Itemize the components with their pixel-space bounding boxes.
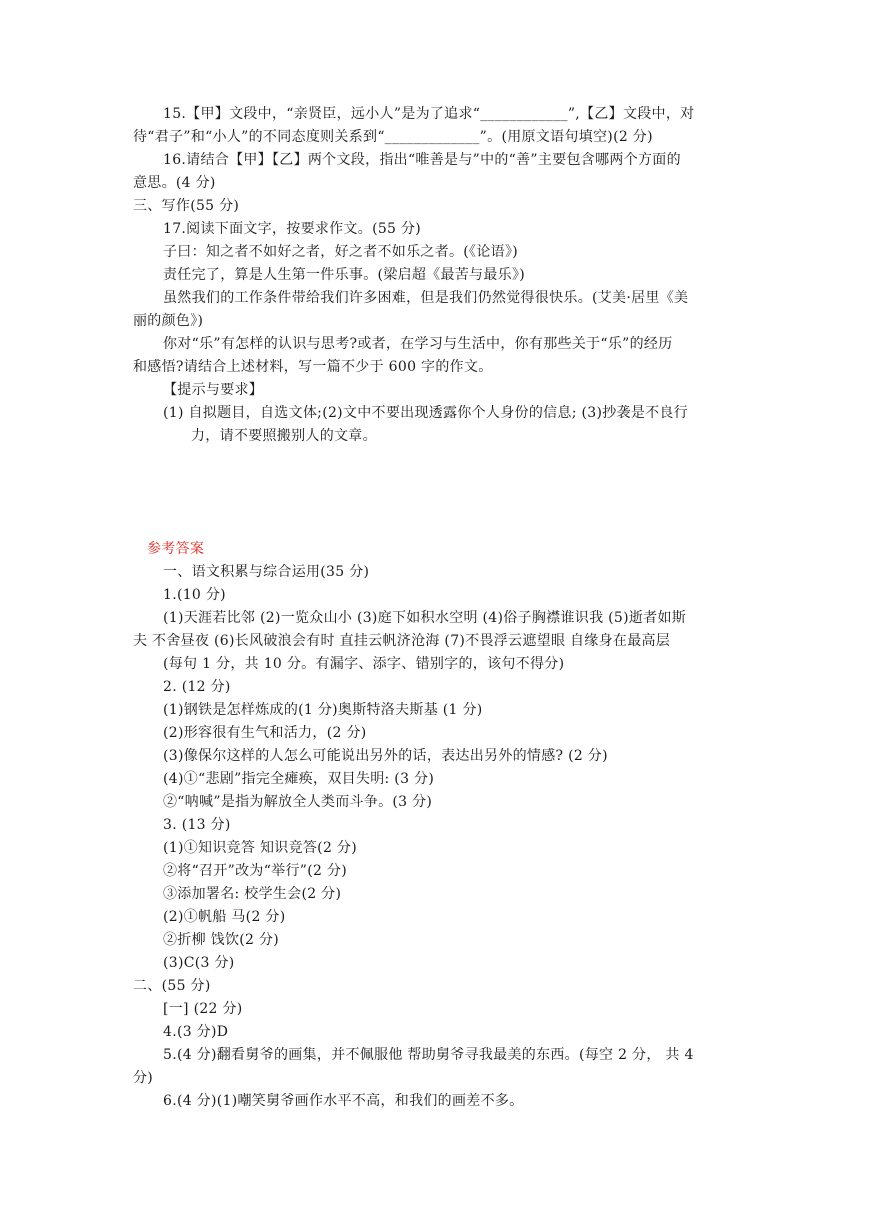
q15-line1: 15.【甲】文段中，“亲贤臣，远小人”是为了追求“____________”,【乙】文段中，对 <box>163 106 695 122</box>
answers-section1-heading: 一、语文积累与综合运用(35 分) <box>163 564 370 580</box>
section3-heading: 三、写作(55 分) <box>133 198 240 214</box>
tips-line1: (1) 自拟题目，自选文体;(2)文中不要出现透露你个人身份的信息; (3)抄袭是不良行 <box>163 405 689 421</box>
answer2-line2: (2)形容很有生气和活力，(2 分) <box>163 725 367 741</box>
quote-analects: 子曰：知之者不如好之者，好之者不如乐之者。(《论语》) <box>163 244 519 260</box>
answer1-line1: (1)天涯若比邻 (2)一览众山小 (3)庭下如积水空明 (4)俗子胸襟谁识我 (5)逝者如斯 <box>163 610 687 626</box>
quote-curie-line2: 丽的颜色》) <box>133 313 204 329</box>
q16-line1: 16.请结合【甲】【乙】两个文段，指出“唯善是与”中的“善”主要包含哪两个方面的 <box>163 152 681 168</box>
answer1-line2: 夫 不舍昼夜 (6)长风破浪会有时 直挂云帆济沧海 (7)不畏浮云遮望眼 自缘身在最高层 <box>133 633 671 649</box>
quote-curie-line1: 虽然我们的工作条件带给我们许多困难，但是我们仍然觉得很快乐。(艾美·居里《美 <box>163 290 689 306</box>
answer3-line5: ②折柳 饯饮(2 分) <box>163 932 280 948</box>
quote-liang-qichao: 责任完了，算是人生第一件乐事。(梁启超《最苦与最乐》) <box>163 267 526 283</box>
answer2-line5: ②“呐喊”是指为解放全人类而斗争。(3 分) <box>163 794 433 810</box>
answer2-head: 2. (12 分) <box>163 679 231 695</box>
answer1-head: 1.(10 分) <box>163 587 226 603</box>
answer6: 6.(4 分)(1)嘲笑舅爷画作水平不高，和我们的画差不多。 <box>163 1093 524 1109</box>
answers-subsection1: [一] (22 分) <box>163 1001 243 1017</box>
answer1-line3: (每句 1 分，共 10 分。有漏字、添字、错别字的，该句不得分) <box>163 656 565 672</box>
answers-section2-heading: 二、(55 分) <box>133 978 211 994</box>
tips-heading: 【提示与要求】 <box>163 382 264 398</box>
answer4: 4.(3 分)D <box>163 1024 229 1040</box>
answers-title: 参考答案 <box>147 541 205 557</box>
answer2-line1: (1)钢铁是怎样炼成的(1 分)奥斯特洛夫斯基 (1 分) <box>163 702 483 718</box>
answer3-line4: (2)①帆船 马(2 分) <box>163 909 286 925</box>
q15-line2: 待“君子”和“小人”的不同态度则关系到“_____________”。(用原文语句填空)(2 分) <box>133 129 653 145</box>
tips-line2: 力，请不要照搬别人的文章。 <box>191 428 377 444</box>
answer3-line6: (3)C(3 分) <box>163 955 235 971</box>
q16-line2: 意思。(4 分) <box>133 175 216 191</box>
answer5-line2: 分) <box>133 1070 154 1086</box>
essay-prompt-line1: 你对“乐”有怎样的认识与思考?或者，在学习与生活中，你有那些关于“乐”的经历 <box>163 336 673 352</box>
q17-intro: 17.阅读下面文字，按要求作文。(55 分) <box>163 221 422 237</box>
essay-prompt-line2: 和感悟?请结合上述材料，写一篇不少于 600 字的作文。 <box>133 359 493 375</box>
answer3-head: 3. (13 分) <box>163 817 231 833</box>
answer2-line4: (4)①“悲剧”指完全瘫痪，双目失明: (3 分) <box>163 771 435 787</box>
answer5-line1: 5.(4 分)翻看舅爷的画集，并不佩服他 帮助舅爷寻我最美的东西。(每空 2 分， 共 4 <box>163 1047 694 1063</box>
answer2-line3: (3)像保尔这样的人怎么可能说出另外的话，表达出另外的情感? (2 分) <box>163 748 608 764</box>
answer3-line2: ②将“召开”改为“举行”(2 分) <box>163 863 348 879</box>
answer3-line3: ③添加署名: 校学生会(2 分) <box>163 886 342 902</box>
answer3-line1: (1)①知识竞答 知识竞答(2 分) <box>163 840 357 856</box>
